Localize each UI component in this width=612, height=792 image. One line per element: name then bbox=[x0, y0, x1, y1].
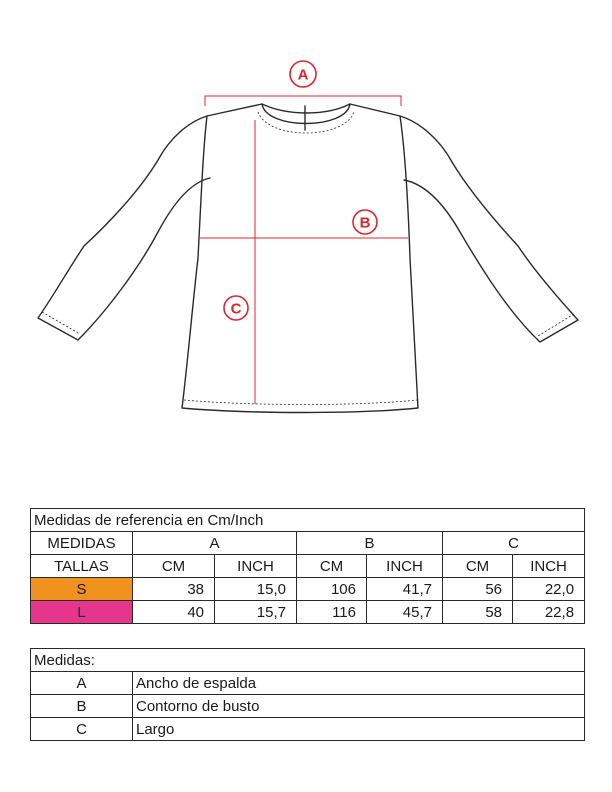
left-sleeve-outline bbox=[38, 116, 210, 340]
unit-header: INCH bbox=[215, 555, 297, 578]
unit-header: CM bbox=[443, 555, 513, 578]
label-c-marker bbox=[224, 296, 248, 320]
size-table bbox=[30, 508, 585, 624]
list-item bbox=[31, 695, 585, 718]
medidas-header: MEDIDAS bbox=[31, 532, 133, 555]
legend-description: Ancho de espalda bbox=[133, 672, 585, 695]
value-cell: 38 bbox=[133, 578, 215, 601]
list-item bbox=[31, 718, 585, 741]
legend-key: A bbox=[31, 672, 133, 695]
value-cell: 58 bbox=[443, 601, 513, 624]
unit-header: INCH bbox=[513, 555, 585, 578]
label-b-marker bbox=[353, 210, 377, 234]
value-cell: 15,0 bbox=[215, 578, 297, 601]
list-item bbox=[31, 672, 585, 695]
group-header-c: C bbox=[443, 532, 585, 555]
hem-stitching bbox=[184, 400, 417, 405]
neckline bbox=[262, 104, 350, 124]
size-label-l: L bbox=[31, 601, 133, 624]
unit-header: CM bbox=[297, 555, 367, 578]
legend-title: Medidas: bbox=[31, 649, 585, 672]
svg-text:A: A bbox=[297, 66, 309, 84]
right-sleeve-outline bbox=[400, 116, 578, 342]
legend-description: Contorno de busto bbox=[133, 695, 585, 718]
value-cell: 40 bbox=[133, 601, 215, 624]
measure-line-a bbox=[205, 96, 401, 106]
value-cell: 22,0 bbox=[513, 578, 585, 601]
size-table-title: Medidas de referencia en Cm/Inch bbox=[31, 509, 585, 532]
legend-table bbox=[30, 648, 585, 741]
label-a-marker bbox=[290, 61, 316, 87]
legend-key: C bbox=[31, 718, 133, 741]
table-row bbox=[31, 601, 585, 624]
unit-header: INCH bbox=[367, 555, 443, 578]
value-cell: 106 bbox=[297, 578, 367, 601]
garment-outline bbox=[182, 104, 418, 413]
svg-text:B: B bbox=[359, 214, 371, 232]
group-header-b: B bbox=[297, 532, 443, 555]
legend-key: B bbox=[31, 695, 133, 718]
neck-stitching bbox=[258, 112, 354, 133]
value-cell: 56 bbox=[443, 578, 513, 601]
size-label-s: S bbox=[31, 578, 133, 601]
legend-description: Largo bbox=[133, 718, 585, 741]
value-cell: 22,8 bbox=[513, 601, 585, 624]
group-header-a: A bbox=[133, 532, 297, 555]
value-cell: 116 bbox=[297, 601, 367, 624]
value-cell: 41,7 bbox=[367, 578, 443, 601]
table-row bbox=[31, 578, 585, 601]
unit-header: CM bbox=[133, 555, 215, 578]
svg-text:C: C bbox=[230, 300, 242, 318]
value-cell: 45,7 bbox=[367, 601, 443, 624]
value-cell: 15,7 bbox=[215, 601, 297, 624]
tallas-header: TALLAS bbox=[31, 555, 133, 578]
